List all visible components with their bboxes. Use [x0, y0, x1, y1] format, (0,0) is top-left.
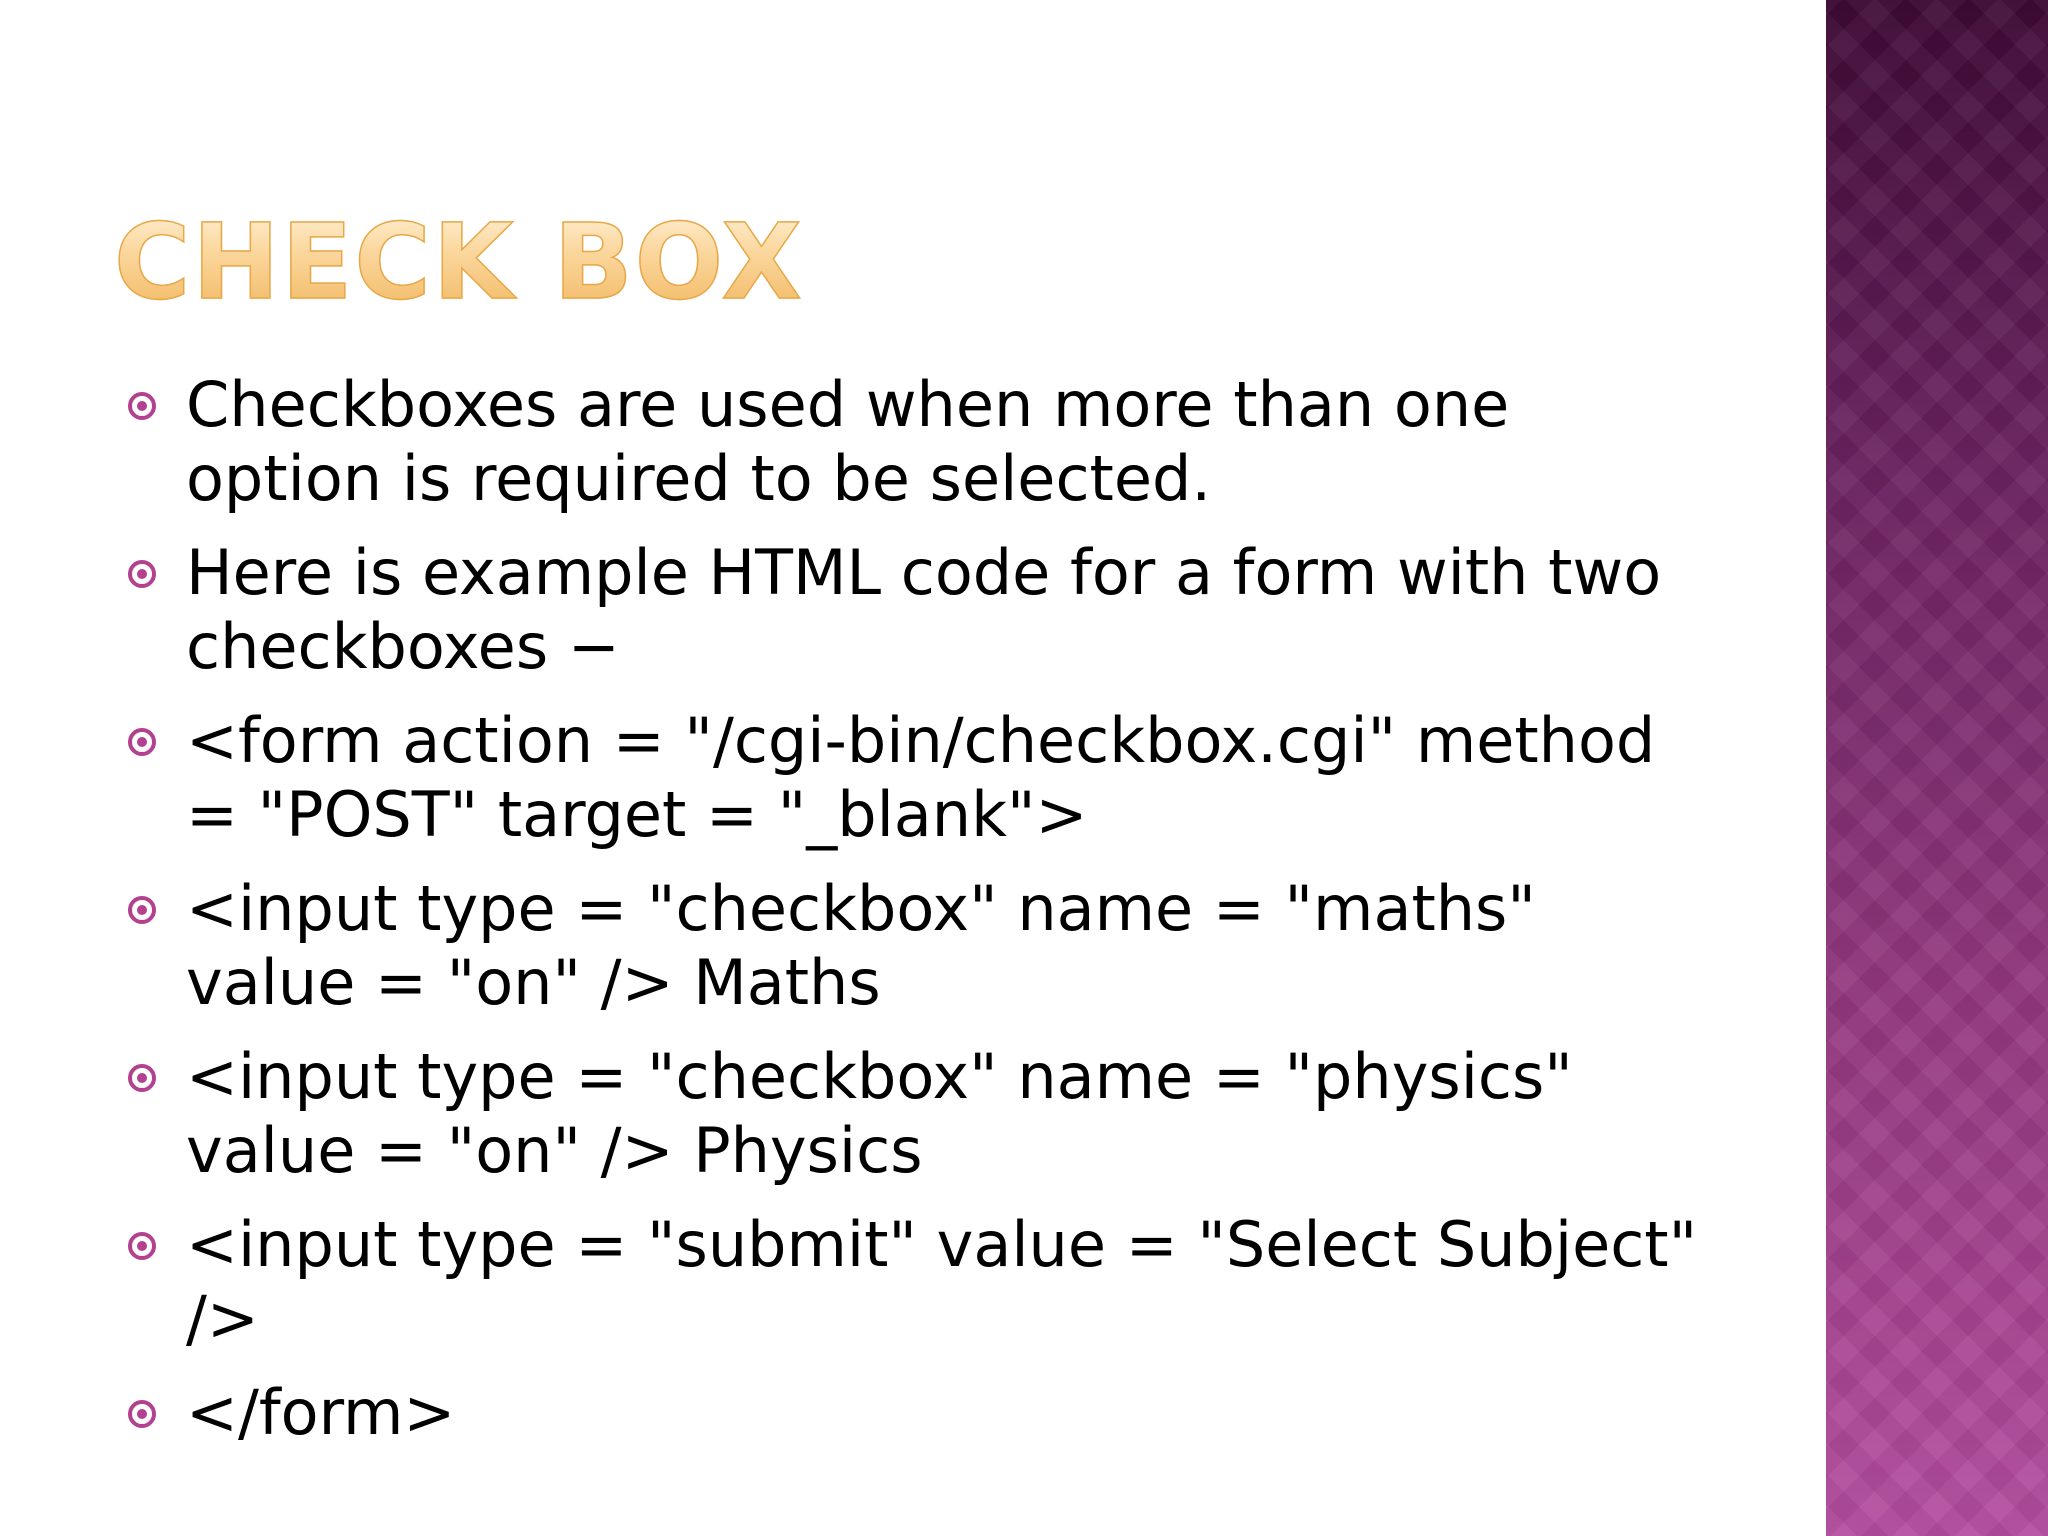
bullet-text: <input type = "checkbox" name = "maths" value = "on" /> Maths — [186, 872, 1536, 1019]
bullet-icon — [128, 560, 156, 588]
bullet-icon — [128, 392, 156, 420]
list-item — [128, 872, 1708, 1020]
bullet-text: <input type = "submit" value = "Select Subject" /> — [186, 1208, 1698, 1355]
bullet-text: <form action = "/cgi-bin/checkbox.cgi" method = "POST" target = "_blank"> — [186, 704, 1656, 851]
bullet-icon — [128, 896, 156, 924]
bullet-icon — [128, 1400, 156, 1428]
bullet-list — [128, 368, 1708, 1470]
bullet-text: Here is example HTML code for a form with two checkboxes − — [186, 536, 1662, 683]
list-item — [128, 368, 1708, 516]
list-item — [128, 1376, 1708, 1450]
bullet-text: <input type = "checkbox" name = "physics" value = "on" /> Physics — [186, 1040, 1573, 1187]
bullet-icon — [128, 1064, 156, 1092]
bullet-icon — [128, 728, 156, 756]
list-item — [128, 704, 1708, 852]
list-item — [128, 1040, 1708, 1188]
bullet-icon — [128, 1232, 156, 1260]
bullet-text: </form> — [186, 1376, 456, 1449]
bullet-text: Checkboxes are used when more than one option is required to be selected. — [186, 368, 1510, 515]
list-item — [128, 1208, 1708, 1356]
list-item — [128, 536, 1708, 684]
decorative-side-band — [1826, 0, 2048, 1536]
slide-title: CHECK BOX — [114, 201, 804, 323]
